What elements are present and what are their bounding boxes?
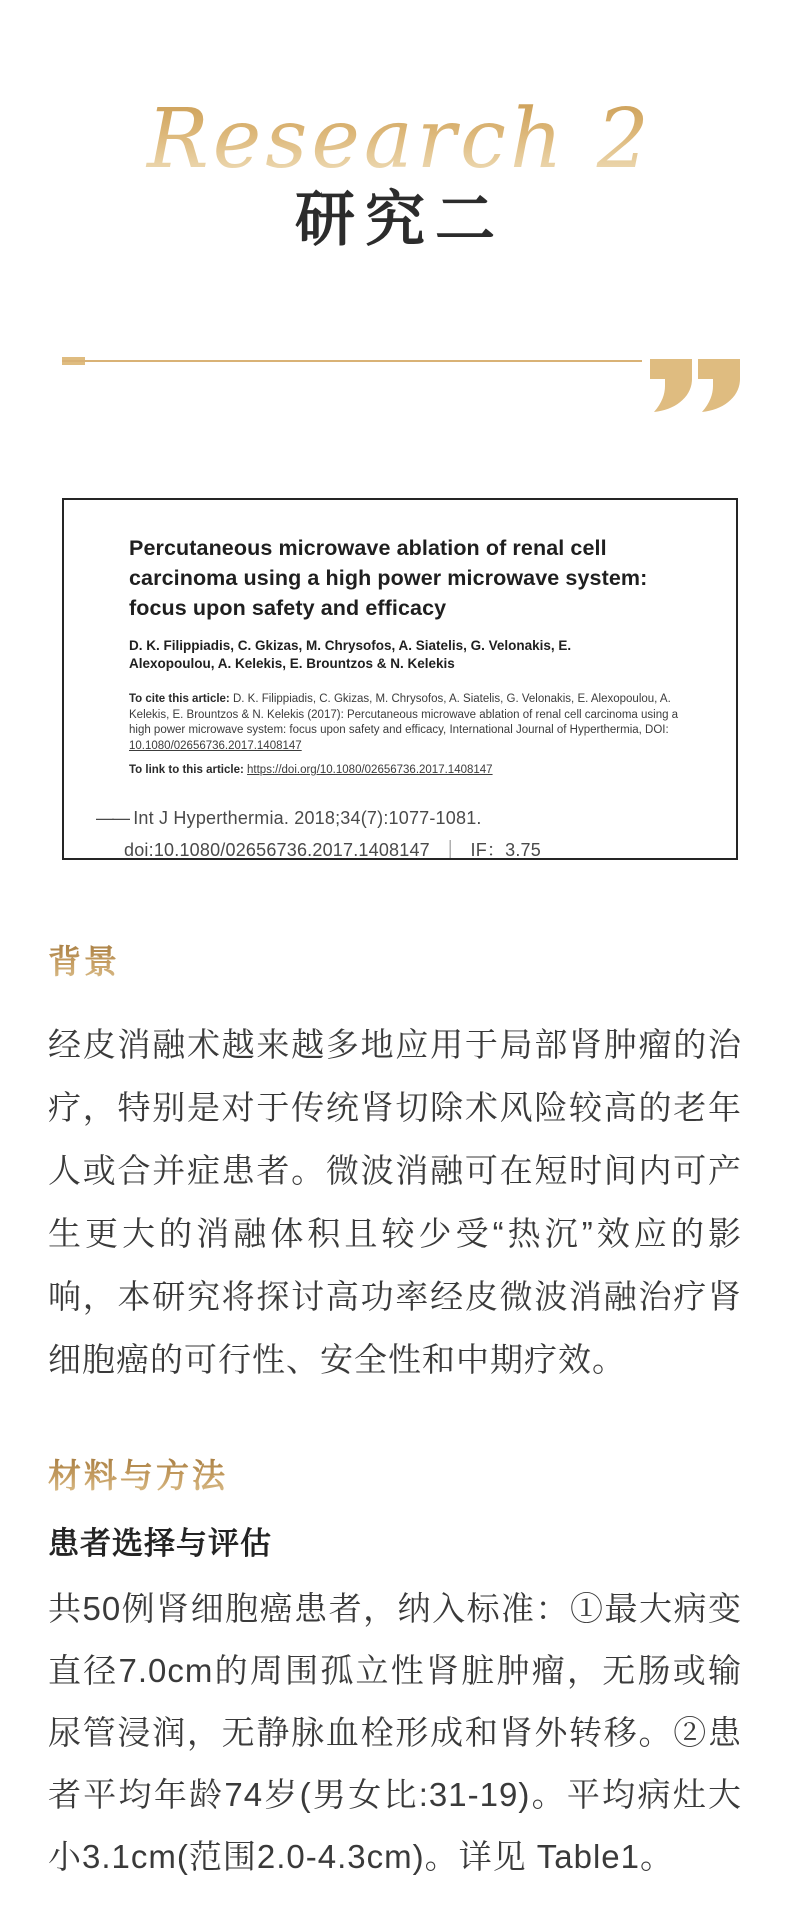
reference-doi: doi:10.1080/02656736.2017.1408147: [124, 840, 430, 860]
reference-separator: ｜: [441, 840, 460, 860]
heading-background: 背景: [48, 936, 120, 983]
heading-materials-methods: 材料与方法: [48, 1450, 228, 1497]
quote-marks-icon: [650, 359, 740, 412]
reference-journal: Int J Hyperthermia. 2018;34(7):1077-1081.: [133, 808, 482, 828]
quote-mark-right-icon: [698, 359, 740, 412]
reference-doi-line: [124, 834, 704, 866]
link-label: To link to this article:: [129, 764, 244, 776]
research-script-title: Research 2: [0, 92, 800, 187]
reference-impact-factor: IF：3.75: [470, 840, 541, 860]
journal-reference: [96, 802, 704, 866]
reference-dash: ——: [96, 808, 128, 828]
paper-title: Percutaneous microwave ablation of renal cell carcinoma using a high power microwave system: focus upon safety and efficacy: [129, 536, 648, 620]
divider-line: [62, 360, 642, 362]
paper-citation-card: [62, 498, 738, 860]
cite-doi-link[interactable]: 10.1080/02656736.2017.1408147: [129, 739, 302, 752]
section-title-cn: 研究二: [295, 185, 505, 255]
article-doi-link[interactable]: https://doi.org/10.1080/02656736.2017.1408147: [247, 764, 493, 776]
link-paragraph: [129, 763, 704, 778]
background-paragraph: 经皮消融术越来越多地应用于局部肾肿瘤的治疗，特别是对于传统肾切除术风险较高的老年人或合并症患者。微波消融可在短时间内可产生更大的消融体积且较少受“热沉”效应的影响，本研究将探讨高功率经皮微波消融治疗肾细胞癌的可行性、安全性和中期疗效。: [48, 1026, 742, 1378]
divider: [62, 357, 738, 417]
cite-label: To cite this article:: [129, 693, 230, 705]
cite-paragraph: [129, 692, 689, 754]
paper-authors: D. K. Filippiadis, C. Gkizas, M. Chrysofos, A. Siatelis, G. Velonakis, E. Alexopoulou, A. Kelekis, E. Brountzos & N. Kelekis: [129, 638, 572, 671]
patient-selection-paragraph: 共50例肾细胞癌患者，纳入标准：①最大病变直径7.0cm的周围孤立性肾脏肿瘤，无肠或输尿管浸润，无静脉血栓形成和肾外转移。②患者平均年龄74岁(男女比:31-19)。平均病灶大小3.1cm(范围2.0-4.3cm)。详见 Table1。: [48, 1590, 742, 1875]
quote-mark-left-icon: [650, 359, 692, 412]
cite-text: D. K. Filippiadis, C. Gkizas, M. Chrysofos, A. Siatelis, G. Velonakis, E. Alexopoulou, A. Kelekis, E. Brountzos & N. Kelekis (2017): Percutaneous microwave ablation of renal cell carcinoma using a high power microwave system: focus upon safety and efficacy, International Journal of Hyperthermia, DOI:: [129, 693, 679, 736]
subheading-patient-selection: 患者选择与评估: [48, 1526, 272, 1561]
